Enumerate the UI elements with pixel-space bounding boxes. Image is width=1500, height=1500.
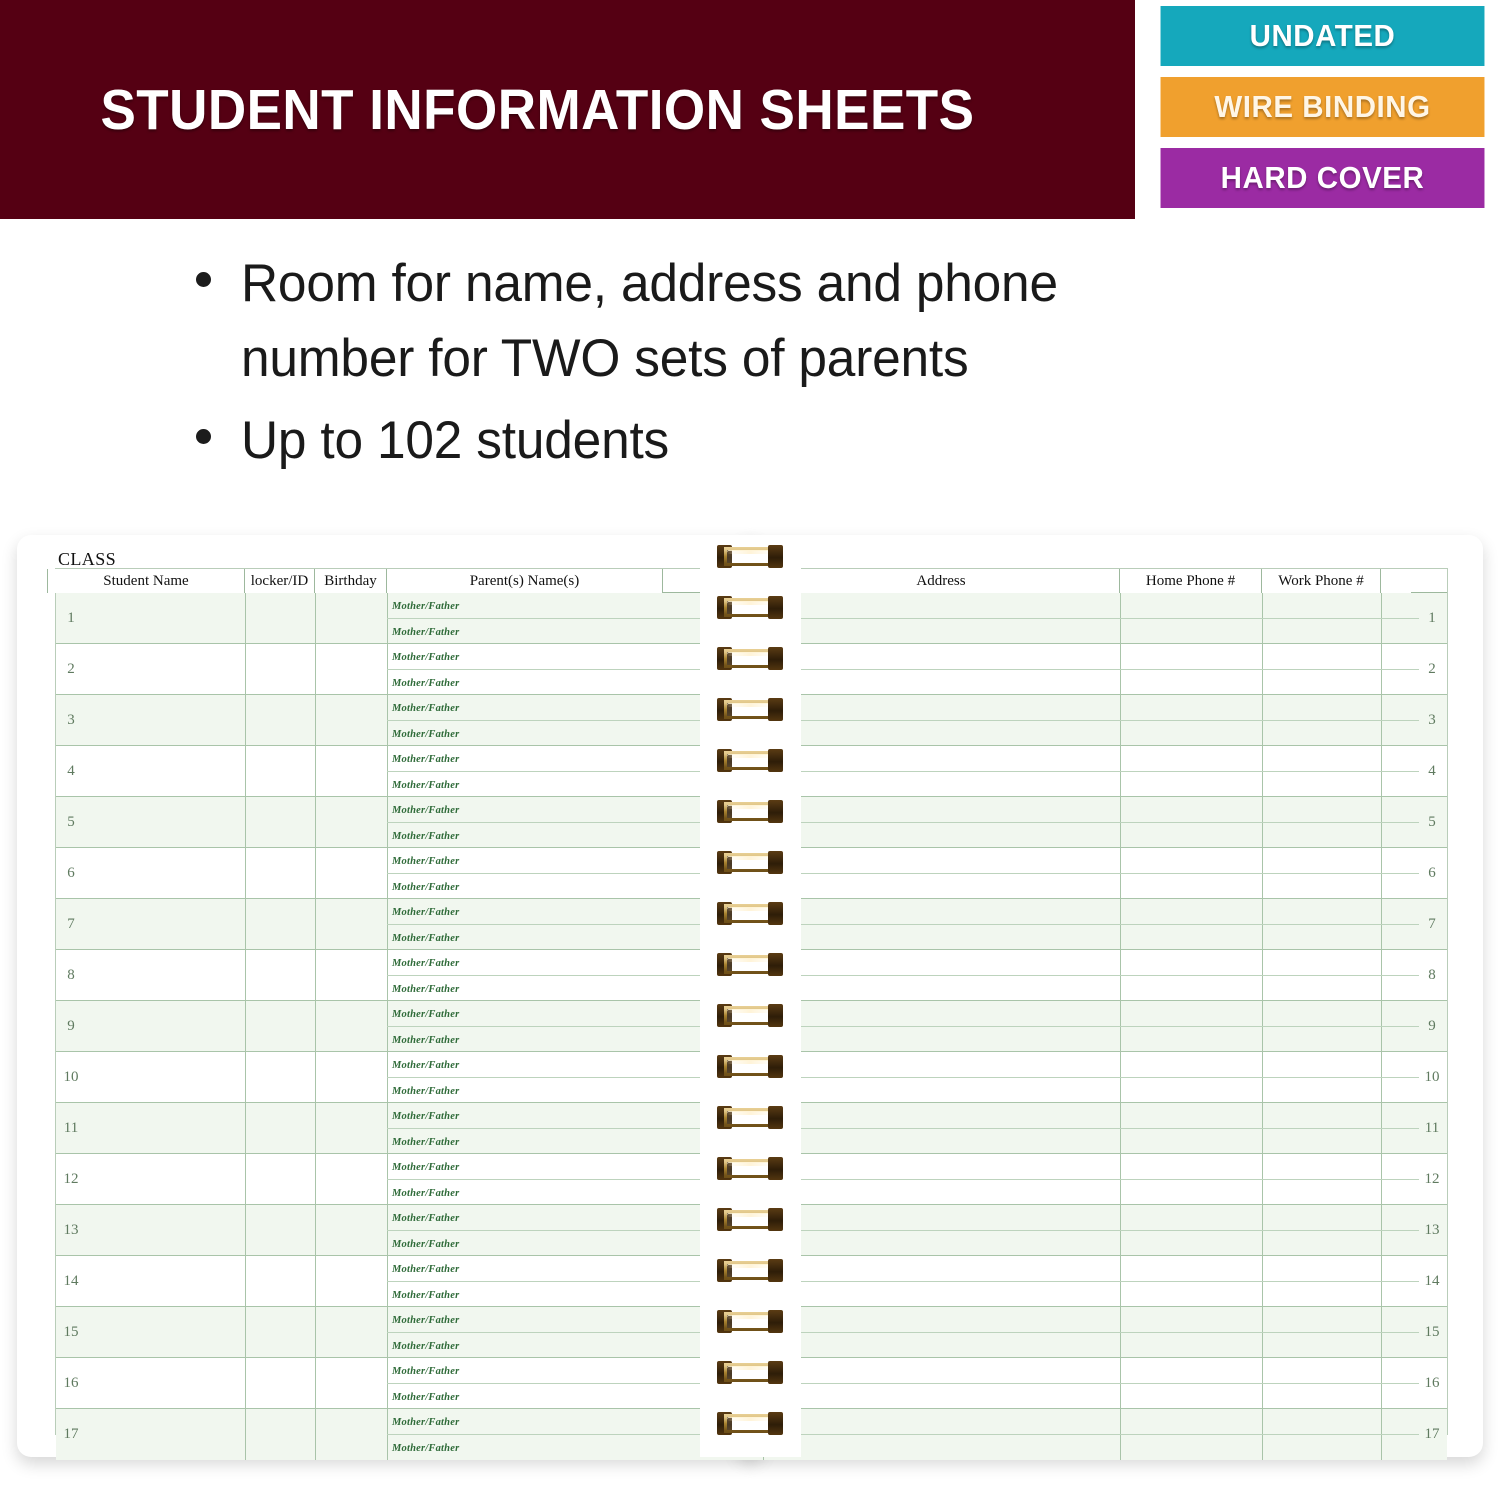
row-number-right: 4 — [1428, 762, 1436, 779]
column-divider — [315, 1205, 316, 1255]
column-divider — [315, 1154, 316, 1204]
column-divider — [245, 593, 246, 643]
column-divider — [245, 1358, 246, 1408]
column-header-student-name — [48, 569, 245, 593]
row-number-left: 17 — [63, 1426, 79, 1442]
column-divider — [245, 899, 246, 949]
row-number-left: 7 — [67, 915, 75, 932]
parent-line-label: Mother/Father — [392, 1009, 460, 1020]
row-number-right: 14 — [1424, 1272, 1440, 1289]
badge-label: WIRE BINDING — [1214, 89, 1431, 124]
sub-row-divider — [387, 1128, 1419, 1129]
parent-line-label: Mother/Father — [392, 1239, 460, 1250]
parent-line-label: Mother/Father — [392, 1341, 460, 1352]
column-header-label: locker/ID — [250, 572, 309, 589]
column-header-birthday — [315, 569, 387, 593]
column-header-home-phone — [1120, 569, 1262, 593]
row-number-left: 12 — [63, 1170, 79, 1187]
parent-line-label: Mother/Father — [392, 627, 460, 638]
column-divider — [245, 1409, 246, 1460]
parent-line-label: Mother/Father — [392, 652, 460, 663]
row-number-left: 15 — [63, 1323, 79, 1340]
row-number-right: 5 — [1428, 813, 1436, 830]
parent-line-label: Mother/Father — [392, 1162, 460, 1173]
parent-line-label: Mother/Father — [392, 958, 460, 969]
column-divider — [315, 746, 316, 796]
parent-line-label: Mother/Father — [392, 1366, 460, 1377]
row-number-right: 3 — [1428, 711, 1436, 728]
column-divider — [315, 1001, 316, 1051]
parent-line-label: Mother/Father — [392, 729, 460, 740]
column-divider — [315, 1103, 316, 1153]
row-number-left: 8 — [67, 966, 75, 983]
row-number-left: 1 — [67, 609, 75, 626]
column-divider — [245, 1205, 246, 1255]
row-number-right: 2 — [1428, 660, 1436, 677]
badge-wire-binding — [1161, 77, 1485, 137]
sub-row-divider — [387, 1434, 1419, 1435]
row-number-right: 10 — [1424, 1068, 1440, 1085]
column-divider — [245, 695, 246, 745]
parent-line-label: Mother/Father — [392, 1392, 460, 1403]
sub-row-divider — [387, 618, 1419, 619]
row-number-left: 14 — [63, 1272, 79, 1289]
row-number-left: 4 — [67, 762, 75, 779]
sub-row-divider — [387, 1077, 1419, 1078]
class-field-label: CLASS — [58, 549, 117, 569]
column-divider — [315, 899, 316, 949]
feature-text: Room for name, address and phone number for TWO sets of parents — [241, 254, 1058, 389]
row-number-right: 12 — [1424, 1170, 1440, 1187]
row-number-left: 2 — [67, 660, 75, 677]
parent-line-label: Mother/Father — [392, 1417, 460, 1428]
row-number-right: 9 — [1428, 1017, 1436, 1034]
parent-line-label: Mother/Father — [392, 984, 460, 995]
column-header-row-number — [18, 569, 48, 593]
parent-line-label: Mother/Father — [392, 1315, 460, 1326]
parent-line-label: Mother/Father — [392, 754, 460, 765]
parent-line-label: Mother/Father — [392, 856, 460, 867]
row-number-left: 6 — [67, 864, 75, 881]
column-header-label: Birthday — [324, 572, 377, 589]
column-divider — [245, 644, 246, 694]
parent-line-label: Mother/Father — [392, 1137, 460, 1148]
badge-hard-cover — [1161, 148, 1485, 208]
column-divider — [315, 1307, 316, 1357]
column-divider — [315, 695, 316, 745]
column-divider — [245, 1103, 246, 1153]
column-divider — [315, 593, 316, 643]
list-item — [196, 246, 1246, 397]
column-header-label: Student Name — [103, 572, 189, 589]
column-divider — [245, 797, 246, 847]
column-header-label: Work Phone # — [1278, 572, 1364, 589]
row-number-right: 7 — [1428, 915, 1436, 932]
column-divider — [315, 644, 316, 694]
column-header-parent-names — [387, 569, 663, 593]
row-number-left: 13 — [63, 1221, 79, 1238]
column-divider — [315, 1409, 316, 1460]
badge-label: UNDATED — [1249, 18, 1396, 53]
feature-text: Up to 102 students — [241, 410, 670, 470]
parent-line-label: Mother/Father — [392, 882, 460, 893]
column-divider — [245, 1052, 246, 1102]
row-number-right: 13 — [1424, 1221, 1440, 1238]
column-divider — [245, 1307, 246, 1357]
page-gutter — [700, 535, 801, 1457]
column-divider — [245, 1154, 246, 1204]
parent-line-label: Mother/Father — [392, 831, 460, 842]
row-number-left: 3 — [67, 711, 75, 728]
row-number-right: 6 — [1428, 864, 1436, 881]
parent-line-label: Mother/Father — [392, 907, 460, 918]
parent-line-label: Mother/Father — [392, 1035, 460, 1046]
sub-row-divider — [387, 873, 1419, 874]
row-number-right: 17 — [1424, 1426, 1440, 1442]
sub-row-divider — [387, 1026, 1419, 1027]
sub-row-divider — [387, 669, 1419, 670]
row-number-left: 9 — [67, 1017, 75, 1034]
parent-line-label: Mother/Father — [392, 1111, 460, 1122]
column-divider — [245, 1001, 246, 1051]
row-number-left: 5 — [67, 813, 75, 830]
badge-undated — [1161, 6, 1485, 66]
column-divider — [245, 746, 246, 796]
column-divider — [315, 1256, 316, 1306]
column-divider — [315, 950, 316, 1000]
bullet-dot-icon — [196, 429, 211, 444]
parent-line-label: Mother/Father — [392, 601, 460, 612]
feature-list — [196, 246, 1246, 484]
sub-row-divider — [387, 1383, 1419, 1384]
feature-badge-stack — [1152, 6, 1493, 208]
column-header-row-number — [1381, 569, 1411, 593]
column-divider — [245, 1256, 246, 1306]
page-title: STUDENT INFORMATION SHEETS — [100, 77, 975, 142]
column-header-label: Address — [916, 572, 966, 589]
column-header-label: Parent(s) Name(s) — [469, 572, 580, 589]
row-number-left: 11 — [63, 1119, 79, 1136]
sub-row-divider — [387, 822, 1419, 823]
sub-row-divider — [387, 771, 1419, 772]
parent-line-label: Mother/Father — [392, 1290, 460, 1301]
row-number-right: 11 — [1424, 1119, 1440, 1136]
parent-line-label: Mother/Father — [392, 780, 460, 791]
row-number-right: 8 — [1428, 966, 1436, 983]
parent-line-label: Mother/Father — [392, 1086, 460, 1097]
parent-line-label: Mother/Father — [392, 703, 460, 714]
parent-line-label: Mother/Father — [392, 805, 460, 816]
sub-row-divider — [387, 975, 1419, 976]
column-divider — [315, 797, 316, 847]
parent-line-label: Mother/Father — [392, 1443, 460, 1454]
column-divider — [315, 1358, 316, 1408]
parent-line-label: Mother/Father — [392, 1188, 460, 1199]
notebook-spread-preview — [17, 535, 1483, 1457]
parent-line-label: Mother/Father — [392, 1213, 460, 1224]
parent-line-label: Mother/Father — [392, 678, 460, 689]
sub-row-divider — [387, 924, 1419, 925]
column-divider — [315, 1052, 316, 1102]
column-header-locker-id — [245, 569, 315, 593]
column-header-work-phone — [1262, 569, 1381, 593]
row-number-left: 16 — [63, 1374, 79, 1391]
column-divider — [245, 950, 246, 1000]
sub-row-divider — [387, 1281, 1419, 1282]
sub-row-divider — [387, 1332, 1419, 1333]
column-divider — [245, 848, 246, 898]
row-number-right: 16 — [1424, 1374, 1440, 1391]
sub-row-divider — [387, 1230, 1419, 1231]
row-number-right: 15 — [1424, 1323, 1440, 1340]
row-number-right: 1 — [1428, 609, 1436, 626]
header-band — [0, 0, 1135, 219]
sub-row-divider — [387, 720, 1419, 721]
column-header-label: Home Phone # — [1145, 572, 1236, 589]
parent-line-label: Mother/Father — [392, 933, 460, 944]
bullet-dot-icon — [196, 272, 211, 287]
badge-label: HARD COVER — [1220, 160, 1425, 195]
sub-row-divider — [387, 1179, 1419, 1180]
column-header-address — [763, 569, 1120, 593]
parent-line-label: Mother/Father — [392, 1264, 460, 1275]
column-divider — [315, 848, 316, 898]
parent-line-label: Mother/Father — [392, 1060, 460, 1071]
row-number-left: 10 — [63, 1068, 79, 1085]
list-item — [196, 403, 1246, 478]
